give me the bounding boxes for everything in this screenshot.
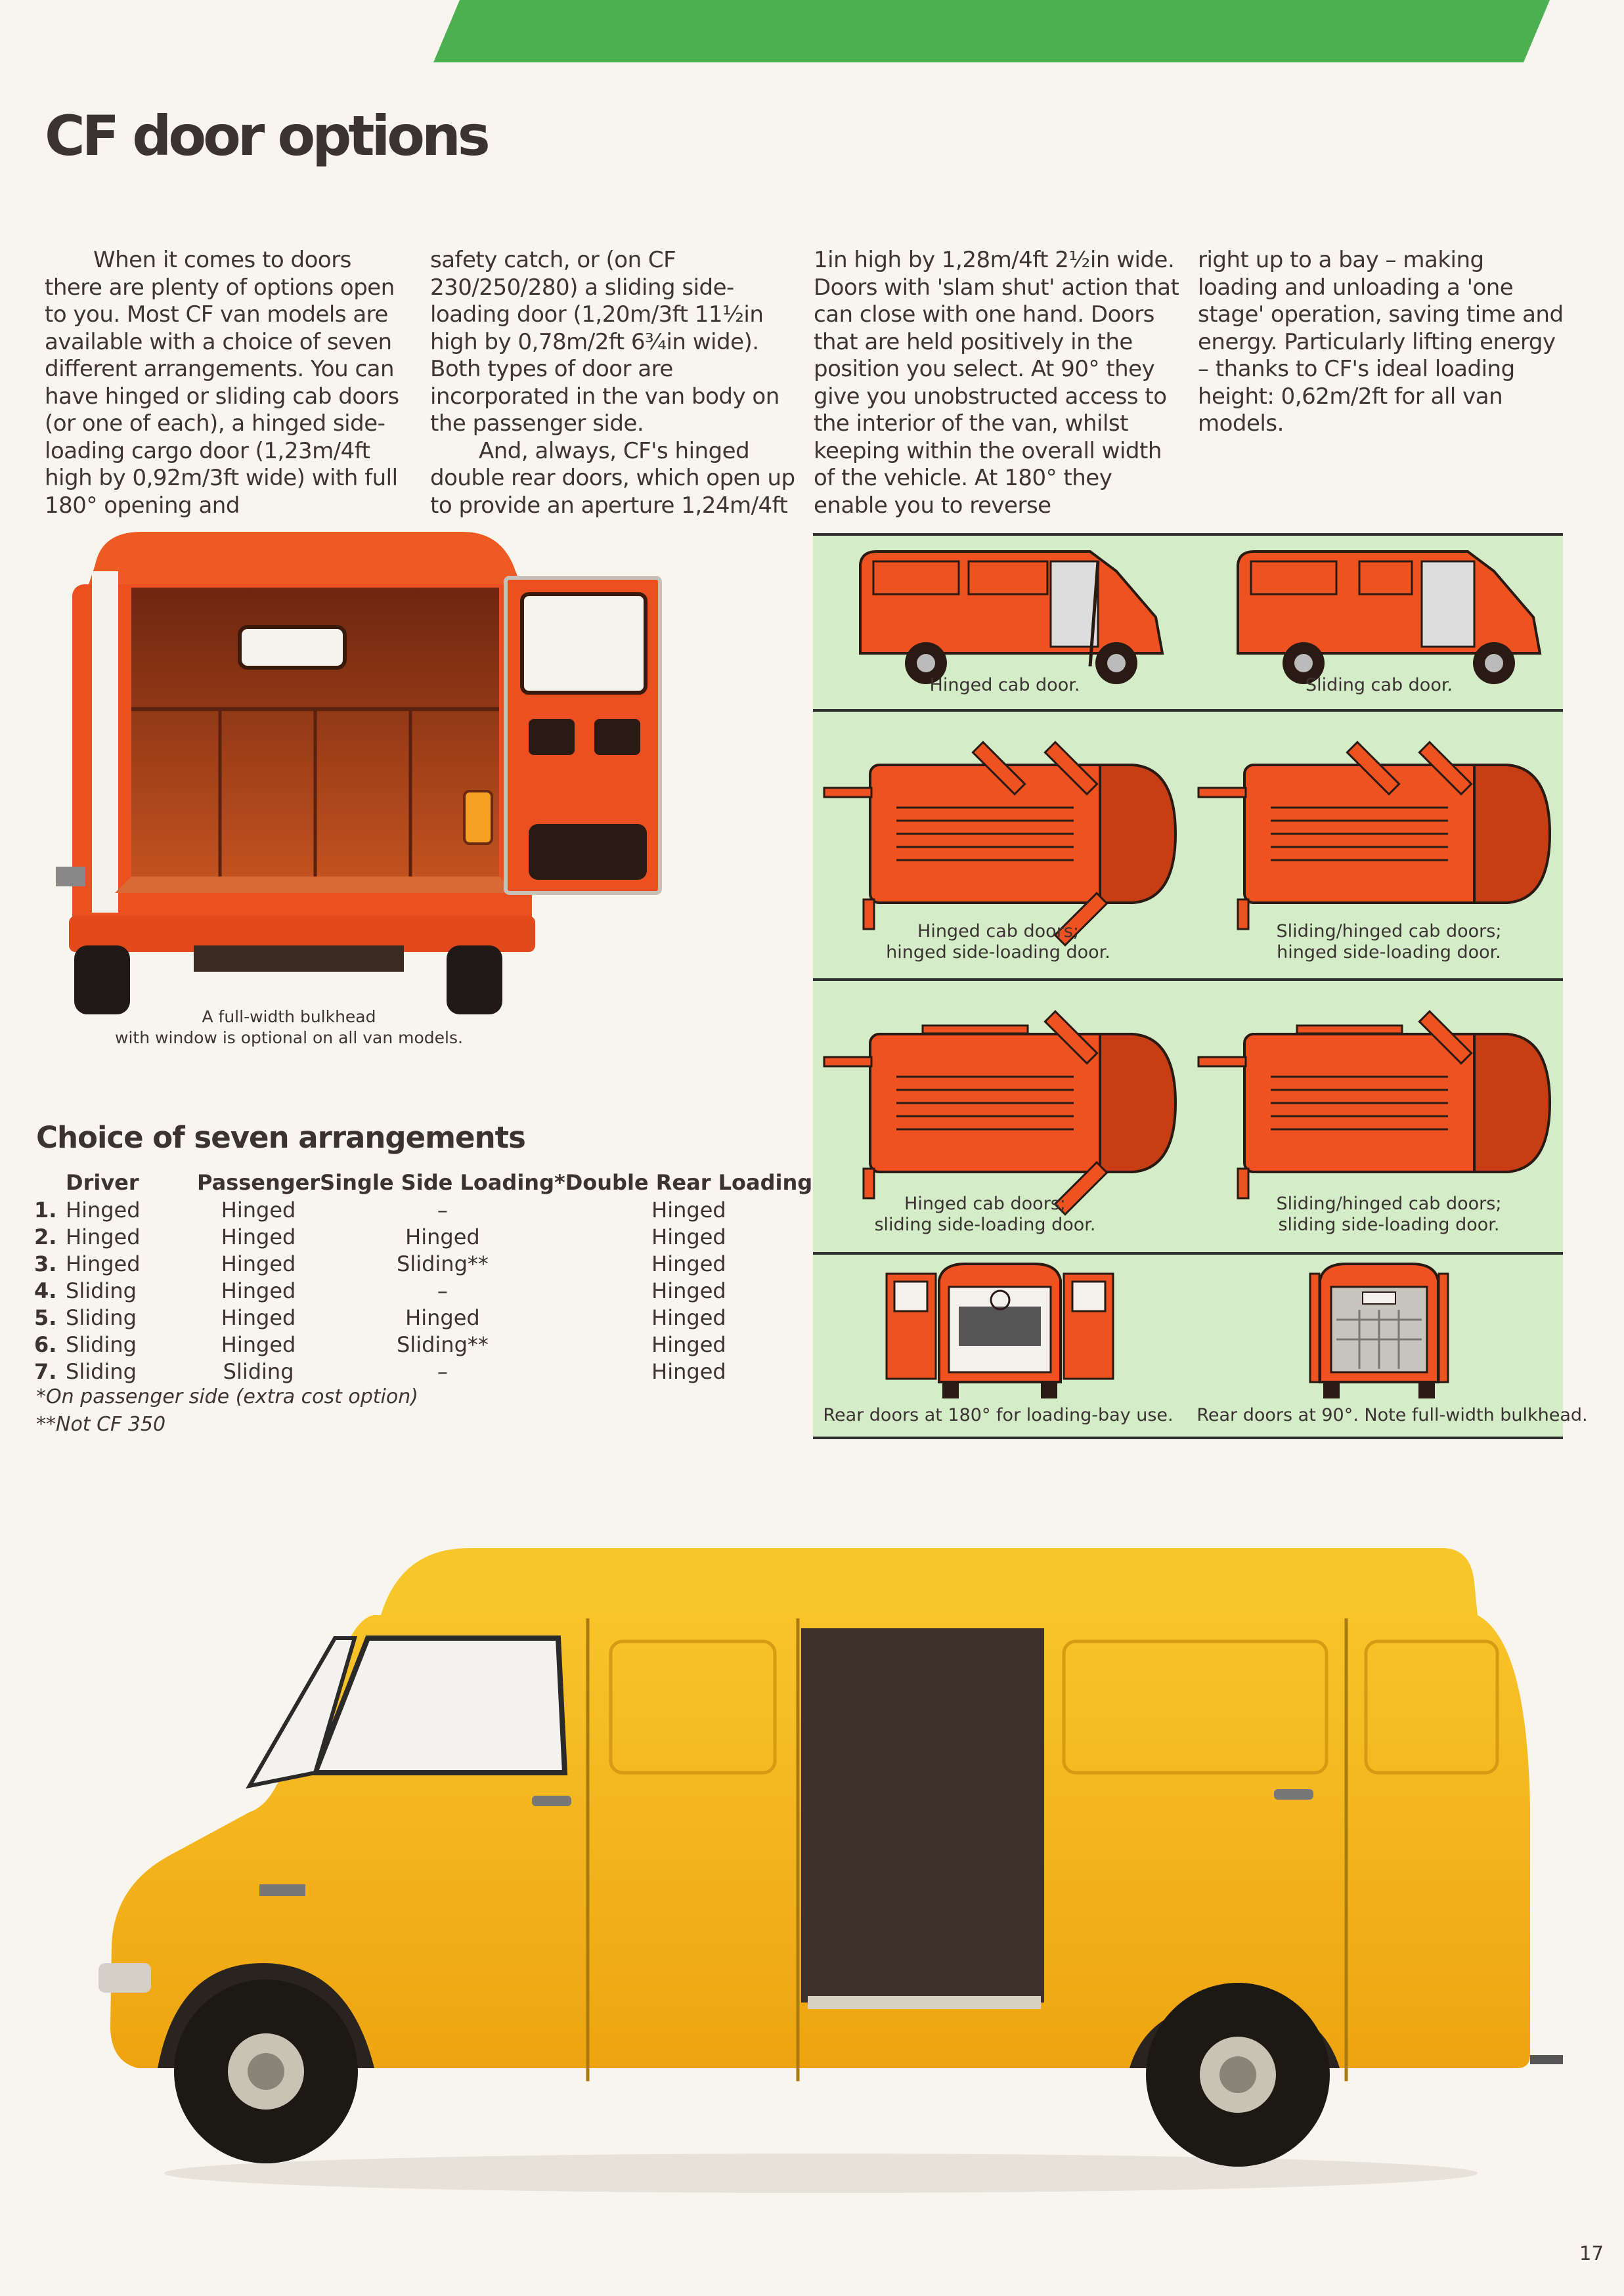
caption-sliding-hinged-cab-sliding-side <box>1205 1194 1573 1236</box>
caption-hinged-cab-hinged-side <box>814 921 1182 963</box>
intro-text-1: When it comes to doors there are plenty of options open to you. Most CF van models are available with a choice of seven different arrangements. You can have hinged or sliding cab doors (or one of each), a hinged side-loading cargo door (1,23m/4ft high by 0,92m/3ft wide) with full 180° opening and <box>45 247 399 519</box>
row-rear: Hinged <box>651 1224 726 1249</box>
intro-column-1 <box>45 247 412 519</box>
van-badge <box>259 1884 305 1896</box>
row-side: Hinged <box>405 1224 480 1249</box>
top-view-hinged-cab-sliding-side <box>824 991 1179 1218</box>
row-side: Hinged <box>405 1305 480 1330</box>
header-side-loading: Single Side Loading* <box>320 1170 565 1195</box>
top-view-sliding-hinged-cab-sliding-side <box>1198 991 1553 1218</box>
caption-hinged-cab-sliding-side <box>801 1194 1169 1236</box>
arrangements-table <box>34 1169 812 1385</box>
yellow-van-side-photo <box>99 1543 1543 2199</box>
row-passenger: Hinged <box>221 1197 296 1223</box>
panel-divider <box>813 1437 1563 1439</box>
rear-doors-90-diagram <box>1310 1261 1448 1402</box>
row-driver: Hinged <box>66 1251 141 1276</box>
row-rear: Hinged <box>651 1305 726 1330</box>
table-row <box>34 1196 812 1223</box>
bulkhead-caption <box>92 1007 486 1049</box>
header-passenger: Passenger <box>197 1170 320 1195</box>
table-row <box>34 1223 812 1250</box>
row-passenger: Sliding <box>223 1358 294 1384</box>
row-driver: Sliding <box>66 1278 137 1303</box>
top-view-sliding-hinged-cab-hinged-side <box>1198 722 1553 949</box>
caption-sliding-cab: Sliding cab door. <box>1305 675 1453 695</box>
caption-line: Sliding/hinged cab doors; <box>1276 921 1502 942</box>
row-passenger: Hinged <box>221 1251 296 1276</box>
caption-line: Sliding/hinged cab doors; <box>1276 1194 1502 1214</box>
intro-text-4: right up to a bay – making loading and unloading a 'one stage' operation, saving time and energy. Particularly lifting energy – thanks to CF's ideal loading height: 0,62m/2ft for all van models. <box>1198 247 1564 437</box>
row-side: Sliding** <box>396 1251 489 1276</box>
caption-line: Hinged cab doors; <box>904 1194 1066 1214</box>
panel-divider <box>813 978 1563 981</box>
row-side: – <box>437 1278 448 1303</box>
table-header-row <box>34 1169 812 1196</box>
table-row <box>34 1250 812 1277</box>
intro-column-4 <box>1198 247 1566 438</box>
row-number: 4. <box>34 1278 57 1303</box>
bulkhead-caption-line-2: with window is optional on all van models. <box>115 1028 463 1047</box>
table-row <box>34 1277 812 1304</box>
row-number: 7. <box>34 1358 57 1384</box>
row-driver: Sliding <box>66 1358 137 1384</box>
row-rear: Hinged <box>651 1197 726 1223</box>
row-rear: Hinged <box>651 1251 726 1276</box>
row-number: 6. <box>34 1332 57 1357</box>
row-side: Sliding** <box>396 1332 489 1357</box>
caption-rear-180: Rear doors at 180° for loading-bay use. <box>823 1405 1174 1425</box>
row-number: 1. <box>34 1197 57 1223</box>
intro-text-2b: And, always, CF's hinged double rear doors, which open up to provide an aperture 1,24m/4ft <box>430 437 795 519</box>
row-number: 5. <box>34 1305 57 1330</box>
intro-text-2a: safety catch, or (on CF 230/250/280) a sliding side-loading door (1,20m/3ft 11½in high by 0,78m/2ft 6¾in wide). Both types of door are incorporated in the van body on the passenger side. <box>430 247 779 437</box>
bulkhead-caption-line-1: A full-width bulkhead <box>202 1007 376 1026</box>
row-side: – <box>437 1358 448 1384</box>
table-row <box>34 1304 812 1331</box>
orange-van-rear-photo <box>56 525 673 1024</box>
row-rear: Hinged <box>651 1358 726 1384</box>
panel-divider <box>813 1252 1563 1255</box>
caption-sliding-hinged-cab-hinged-side <box>1205 921 1573 963</box>
row-driver: Hinged <box>66 1224 141 1249</box>
row-passenger: Hinged <box>221 1305 296 1330</box>
intro-column-2 <box>430 247 798 519</box>
row-passenger: Hinged <box>221 1278 296 1303</box>
intro-column-3 <box>814 247 1181 519</box>
table-row <box>34 1331 812 1358</box>
footnote-not-cf350: **Not CF 350 <box>36 1413 166 1436</box>
panel-divider <box>813 709 1563 712</box>
row-number: 2. <box>34 1224 57 1249</box>
page-title: CF door options <box>45 104 487 168</box>
header-driver: Driver <box>66 1170 139 1195</box>
row-number: 3. <box>34 1251 57 1276</box>
table-row <box>34 1358 812 1385</box>
footnote-passenger-side: *On passenger side (extra cost option) <box>36 1385 418 1408</box>
row-side: – <box>437 1197 448 1223</box>
row-rear: Hinged <box>651 1278 726 1303</box>
caption-line: hinged side-loading door. <box>886 942 1110 963</box>
header-green-bar <box>0 0 1624 66</box>
row-passenger: Hinged <box>221 1224 296 1249</box>
intro-text-3: 1in high by 1,28m/4ft 2½in wide. Doors with 'slam shut' action that can close with one hand. Doors that are held positively in the position you select. At 90° they give you unobstructed access to the interior of the van, whilst keeping within the overall width of the vehicle. At 180° they enable you to reverse <box>814 247 1179 519</box>
row-passenger: Hinged <box>221 1332 296 1357</box>
caption-rear-90: Rear doors at 90°. Note full-width bulkhead. <box>1196 1405 1588 1425</box>
caption-line: sliding side-loading door. <box>1278 1215 1500 1235</box>
sliding-cab-door-diagram <box>1231 545 1547 683</box>
header-rear-loading: Double Rear Loading <box>565 1170 813 1195</box>
caption-line: hinged side-loading door. <box>1277 942 1501 963</box>
rear-doors-180-diagram <box>887 1261 1113 1402</box>
row-driver: Sliding <box>66 1305 137 1330</box>
row-driver: Sliding <box>66 1332 137 1357</box>
hinged-cab-door-diagram <box>854 545 1169 683</box>
page-number: 17 <box>1579 2242 1604 2264</box>
caption-line: Hinged cab doors; <box>917 921 1079 942</box>
caption-line: sliding side-loading door. <box>874 1215 1096 1235</box>
row-driver: Hinged <box>66 1197 141 1223</box>
caption-hinged-cab: Hinged cab door. <box>929 675 1080 695</box>
arrangements-title: Choice of seven arrangements <box>36 1120 525 1155</box>
panel-divider <box>813 533 1563 536</box>
row-rear: Hinged <box>651 1332 726 1357</box>
top-view-hinged-cab-hinged-side <box>824 722 1179 949</box>
